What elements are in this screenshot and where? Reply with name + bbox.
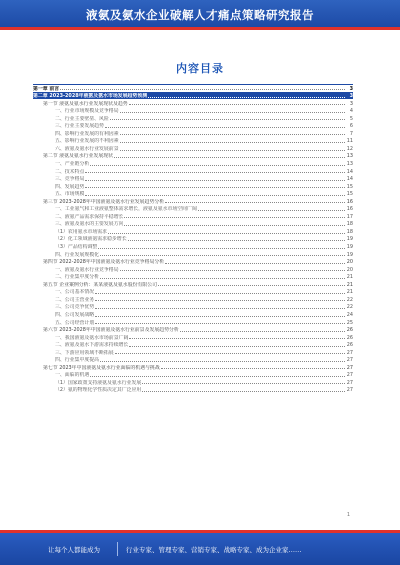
toc-entry-page: 22	[346, 296, 353, 303]
toc-leader-dots	[124, 217, 345, 218]
toc-entry[interactable]	[33, 114, 353, 122]
toc-entry[interactable]	[33, 348, 353, 356]
toc-leader-dots	[158, 285, 345, 286]
toc-entry-page: 27	[346, 387, 353, 394]
toc-entry[interactable]	[33, 242, 353, 250]
toc-entry[interactable]	[33, 280, 353, 288]
toc-entry-page: 19	[346, 244, 353, 251]
toc-entry[interactable]	[33, 144, 353, 152]
toc-entry[interactable]	[33, 288, 353, 296]
toc-entry[interactable]	[33, 356, 353, 364]
toc-entry-text: 四、行业发展规模化	[55, 251, 100, 258]
toc-entry-page: 21	[346, 289, 353, 296]
toc-entry-page: 6	[349, 123, 353, 130]
toc-leader-dots	[180, 331, 345, 332]
toc-entry[interactable]	[33, 167, 353, 175]
toc-entry-page: 24	[346, 311, 353, 318]
toc-leader-dots	[85, 180, 345, 181]
toc-leader-dots	[95, 293, 345, 294]
toc-entry-text: 四、行业集中度提高	[55, 357, 100, 364]
toc-entry-text: 二、行业主要壁垒、风险	[55, 115, 109, 122]
toc-entry[interactable]	[33, 363, 353, 371]
toc-entry-text: 五、影响行业发展的不利因素	[55, 138, 119, 145]
toc-entry-text: （2）氨的物理化学性质决定其广泛应用	[55, 387, 142, 394]
toc-leader-dots	[90, 165, 345, 166]
toc-entry-page: 11	[346, 138, 353, 145]
toc-leader-dots	[98, 248, 345, 249]
toc-entry-page: 18	[346, 228, 353, 235]
toc-entry-page: 27	[346, 357, 353, 364]
footer-divider	[117, 542, 118, 556]
toc-entry-text: 一、工业氨气和工业液氨整体需求增长，液氨及氨水市场空间广阔	[55, 206, 197, 213]
toc-entry-text: 第五节 企业案例分析：某某液氨及氨水股份有限公司	[43, 281, 158, 288]
toc-entry[interactable]	[33, 152, 353, 160]
toc-leader-dots	[148, 97, 345, 98]
toc-entry-text: 第二章 2023-2028年液氨及氨水市场发展趋势预测	[33, 93, 148, 100]
toc-entry-text: 六、液氨及氨水行业发展前景	[55, 145, 119, 152]
toc-leader-dots	[95, 300, 345, 301]
toc-entry[interactable]	[33, 235, 353, 243]
toc-leader-dots	[60, 89, 345, 90]
toc-title: 内容目录	[176, 62, 224, 75]
toc-leader-dots	[90, 376, 345, 377]
table-of-contents	[33, 84, 353, 393]
page-number: 1	[346, 512, 350, 518]
toc-entry[interactable]	[33, 190, 353, 198]
toc-entry-page: 14	[346, 176, 353, 183]
toc-entry-page: 5	[349, 115, 353, 122]
toc-entry-text: 四、公司发展战略	[55, 311, 95, 318]
toc-entry-page: 3	[349, 93, 353, 100]
toc-entry-page: 13	[346, 153, 353, 160]
toc-entry[interactable]	[33, 129, 353, 137]
toc-entry[interactable]	[33, 386, 353, 394]
toc-entry-page: 17	[346, 213, 353, 220]
toc-entry-page: 15	[346, 183, 353, 190]
toc-leader-dots	[120, 142, 345, 143]
toc-entry-text: 四、发展趋势	[55, 183, 85, 190]
toc-leader-dots	[165, 263, 345, 264]
toc-entry[interactable]	[33, 318, 353, 326]
toc-entry-text: （1）国家政策支持液氨及氨水行业发展	[55, 379, 142, 386]
toc-entry-page: 15	[346, 191, 353, 198]
toc-entry-text: 二、公司主营业务	[55, 296, 95, 303]
toc-entry-page: 26	[346, 342, 353, 349]
toc-entry-text: （2）化工领域液氨需求稳步增长	[55, 236, 127, 243]
toc-entry-text: （3）产品结构调整	[55, 244, 98, 251]
toc-entry-text: 三、下游应用领域不断拓展	[55, 349, 114, 356]
toc-entry-text: 一、行业市场规模及竞争格局	[55, 108, 119, 115]
toc-leader-dots	[129, 338, 345, 339]
toc-entry-page: 19	[346, 251, 353, 258]
toc-leader-dots	[120, 270, 345, 271]
toc-leader-dots	[100, 255, 345, 256]
footer-tagline: 行业专家、管理专家、营销专家、战略专家、成为企业家……	[126, 546, 302, 554]
toc-entry[interactable]	[33, 212, 353, 220]
report-title: 液氨及氨水企业破解人才痛点策略研究报告	[86, 8, 314, 22]
toc-leader-dots	[95, 316, 345, 317]
toc-leader-dots	[85, 172, 345, 173]
toc-entry-text: 二、液氨及氨水下游需求持续增长	[55, 342, 129, 349]
toc-entry-text: 二、技术特点	[55, 168, 85, 175]
toc-entry-page: 21	[346, 274, 353, 281]
toc-entry[interactable]	[33, 303, 353, 311]
footer-slogan: 让每个人都能成为	[48, 546, 100, 554]
toc-entry-text: 第六节 2023-2028年中国液氨及氨水行业前景及发展趋势分析	[43, 327, 179, 334]
toc-entry-page: 7	[349, 130, 353, 137]
toc-entry-page: 20	[346, 266, 353, 273]
toc-entry-page: 18	[346, 221, 353, 228]
toc-entry[interactable]	[33, 258, 353, 266]
toc-leader-dots	[100, 278, 345, 279]
toc-leader-dots	[120, 134, 345, 135]
toc-leader-dots	[95, 308, 345, 309]
toc-entry-page: 25	[346, 319, 353, 326]
toc-leader-dots	[95, 323, 345, 324]
toc-entry-text: 四、影响行业发展的有利因素	[55, 130, 119, 137]
toc-entry[interactable]	[33, 175, 353, 183]
toc-entry-text: 三、液氨及氨水的主要发展方向	[55, 221, 124, 228]
toc-entry-page: 22	[346, 304, 353, 311]
toc-entry-text: 二、行业集中度分析	[55, 274, 100, 281]
toc-leader-dots	[161, 368, 345, 369]
toc-entry-text: 一、公司基本情况	[55, 289, 95, 296]
toc-entry-page: 27	[346, 364, 353, 371]
toc-leader-dots	[129, 346, 345, 347]
toc-entry-page: 27	[346, 349, 353, 356]
toc-entry-text: 一、我国液氨及氨水市场前景广阔	[55, 334, 129, 341]
toc-entry[interactable]	[33, 273, 353, 281]
toc-entry-page: 21	[346, 281, 353, 288]
toc-entry-page: 4	[349, 108, 353, 115]
toc-entry[interactable]	[33, 182, 353, 190]
toc-leader-dots	[120, 112, 345, 113]
toc-entry-text: 第一章 前言	[33, 85, 60, 92]
toc-entry-text: 二、液氨产品需求保持平稳增长	[55, 213, 124, 220]
toc-entry-text: 三、行业主要发展趋势	[55, 123, 104, 130]
toc-entry-page: 26	[346, 334, 353, 341]
toc-entry-text: 三、竞争格局	[55, 176, 85, 183]
toc-leader-dots	[142, 391, 345, 392]
toc-entry-text: 一、液氨及氨水行业竞争格局	[55, 266, 119, 273]
toc-entry[interactable]	[33, 250, 353, 258]
toc-entry[interactable]	[33, 137, 353, 145]
toc-entry-text: 第三节 2023-2028年中国液氨及氨水行业发展趋势分析	[43, 198, 165, 205]
toc-entry[interactable]	[33, 310, 353, 318]
toc-entry-text: 一、产业链分析	[55, 161, 90, 168]
toc-entry[interactable]	[33, 99, 353, 107]
toc-entry-text: （1）农用氨水市场需求	[55, 228, 108, 235]
toc-entry-text: 第二节 液氨及氨水行业发展现状	[43, 153, 114, 160]
toc-entry-page: 26	[346, 327, 353, 334]
toc-entry-page: 3	[349, 100, 353, 107]
toc-leader-dots	[108, 233, 345, 234]
toc-leader-dots	[165, 202, 345, 203]
toc-leader-dots	[105, 127, 345, 128]
toc-entry-page: 12	[346, 145, 353, 152]
toc-entry[interactable]	[33, 220, 353, 228]
toc-entry[interactable]	[33, 378, 353, 386]
toc-entry-page: 14	[346, 168, 353, 175]
toc-entry-page: 16	[346, 198, 353, 205]
toc-leader-dots	[120, 150, 345, 151]
toc-entry-page: 20	[346, 259, 353, 266]
toc-entry-text: 五、公司经营计划	[55, 319, 95, 326]
toc-entry[interactable]	[33, 295, 353, 303]
toc-entry-text: 三、公司竞争优势	[55, 304, 95, 311]
toc-entry[interactable]	[33, 227, 353, 235]
toc-leader-dots	[100, 361, 345, 362]
toc-entry[interactable]	[33, 371, 353, 379]
toc-entry[interactable]	[33, 122, 353, 130]
toc-entry[interactable]	[33, 159, 353, 167]
toc-entry-page: 27	[346, 379, 353, 386]
toc-entry-text: 一、面临的机遇	[55, 372, 90, 379]
toc-entry-text: 第四节 2022-2028年中国液氨及氨水行业竞争格局分析	[43, 259, 165, 266]
toc-entry[interactable]	[33, 265, 353, 273]
toc-leader-dots	[129, 104, 345, 105]
toc-entry[interactable]	[33, 197, 353, 205]
toc-entry[interactable]	[33, 341, 353, 349]
toc-leader-dots	[142, 383, 345, 384]
toc-entry-text: 五、市场规模	[55, 191, 85, 198]
toc-entry[interactable]	[33, 205, 353, 213]
toc-entry-text: 第七节 2023年中国液氨及氨水行业面临的机遇与挑战	[43, 364, 160, 371]
toc-leader-dots	[198, 210, 345, 211]
toc-entry[interactable]	[33, 92, 353, 100]
toc-entry-page: 3	[349, 85, 353, 92]
toc-entry-text: 第一节 液氨及氨水行业发展现状及趋势	[43, 100, 128, 107]
toc-entry[interactable]	[33, 107, 353, 115]
toc-entry-page: 27	[346, 372, 353, 379]
toc-leader-dots	[128, 240, 345, 241]
toc-leader-dots	[115, 353, 345, 354]
toc-entry[interactable]	[33, 333, 353, 341]
toc-leader-dots	[85, 195, 345, 196]
header-bar	[0, 0, 400, 30]
toc-entry-page: 19	[346, 236, 353, 243]
toc-entry-page: 16	[346, 206, 353, 213]
toc-leader-dots	[85, 187, 345, 188]
toc-entry[interactable]	[33, 84, 353, 92]
toc-entry[interactable]	[33, 326, 353, 334]
toc-leader-dots	[110, 119, 345, 120]
toc-leader-dots	[114, 157, 345, 158]
toc-leader-dots	[124, 225, 345, 226]
footer-bar	[0, 530, 400, 565]
toc-entry-page: 13	[346, 161, 353, 168]
